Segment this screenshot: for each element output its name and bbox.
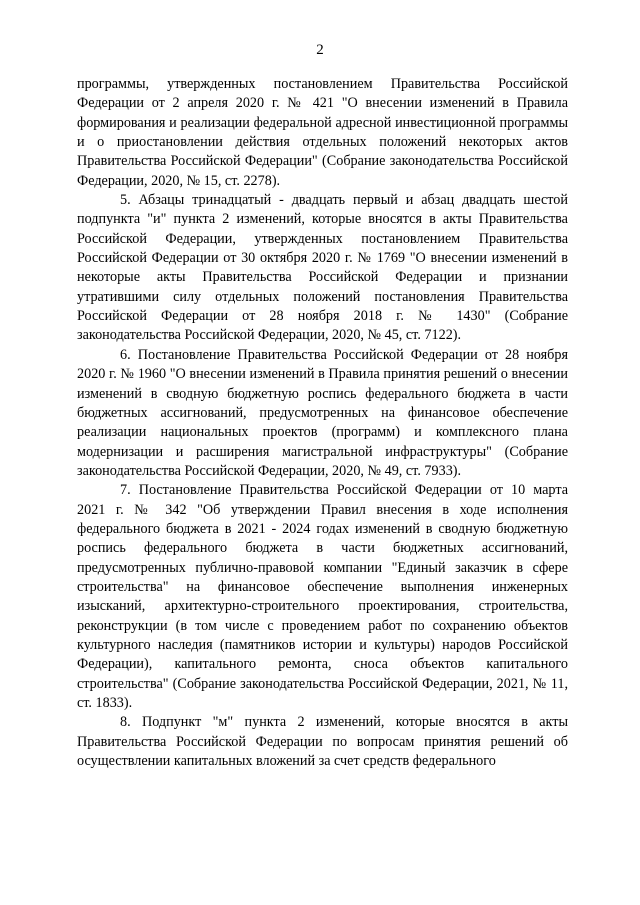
- paragraph-item-8: 8. Подпункт "м" пункта 2 изменений, которые вносятся в акты Правительства Российской Федерации по вопросам принятия решений об осуществлении капитальных вложений за счет средств федерального: [77, 714, 568, 770]
- page-number: 2: [316, 42, 324, 58]
- paragraph-continuation: программы, утвержденных постановлением Правительства Российской Федерации от 2 апреля 2020 г. № 421 "О внесении изменений в Правила формирования и реализации федеральной адресной инвестиционной программы и о приостановлении действия отдельных положений некоторых актов Правительства Российской Федерации" (Собрание законодательства Российской Федерации, 2020, № 15, ст. 2278).: [77, 76, 568, 189]
- document-body: [77, 75, 568, 771]
- paragraph-item-7: 7. Постановление Правительства Российской Федерации от 10 марта 2021 г. № 342 "Об утверждении Правил внесения в ходе исполнения федерального бюджета в 2021 - 2024 годах изменений в сводную бюджетную роспись федерального бюджета в части бюджетных ассигнований, предусмотренных публично-правовой компании "Единый заказчик в сфере строительства" на финансовое обеспечение выполнения инженерных изысканий, архитектурно-строительного проектирования, строительства, реконструкции (в том числе с проведением работ по сохранению объектов культурного наследия (памятников истории и культуры) народов Российской Федерации), капитального ремонта, сноса объектов капитального строительства" (Собрание законодательства Российской Федерации, 2021, № 11, ст. 1833).: [77, 482, 568, 711]
- paragraph-item-6: 6. Постановление Правительства Российской Федерации от 28 ноября 2020 г. № 1960 "О внесении изменений в Правила принятия решений о внесении изменений в сводную бюджетную роспись федерального бюджета в части бюджетных ассигнований, предусмотренных на финансовое обеспечение реализации национальных проектов (программ) и комплексного плана модернизации и расширения магистральной инфраструктуры" (Собрание законодательства Российской Федерации, 2020, № 49, ст. 7933).: [77, 346, 568, 479]
- paragraph-item-5: 5. Абзацы тринадцатый - двадцать первый и абзац двадцать шестой подпункта "и" пункта 2 изменений, которые вносятся в акты Правительства Российской Федерации, утвержденных постановлением Правительства Российской Федерации от 30 октября 2020 г. № 1769 "О внесении изменений в некоторые акты Правительства Российской Федерации и признании утратившими силу отдельных положений постановления Правительства Российской Федерации от 28 ноября 2018 г. № 1430" (Собрание законодательства Российской Федерации, 2020, № 45, ст. 7122).: [77, 192, 568, 344]
